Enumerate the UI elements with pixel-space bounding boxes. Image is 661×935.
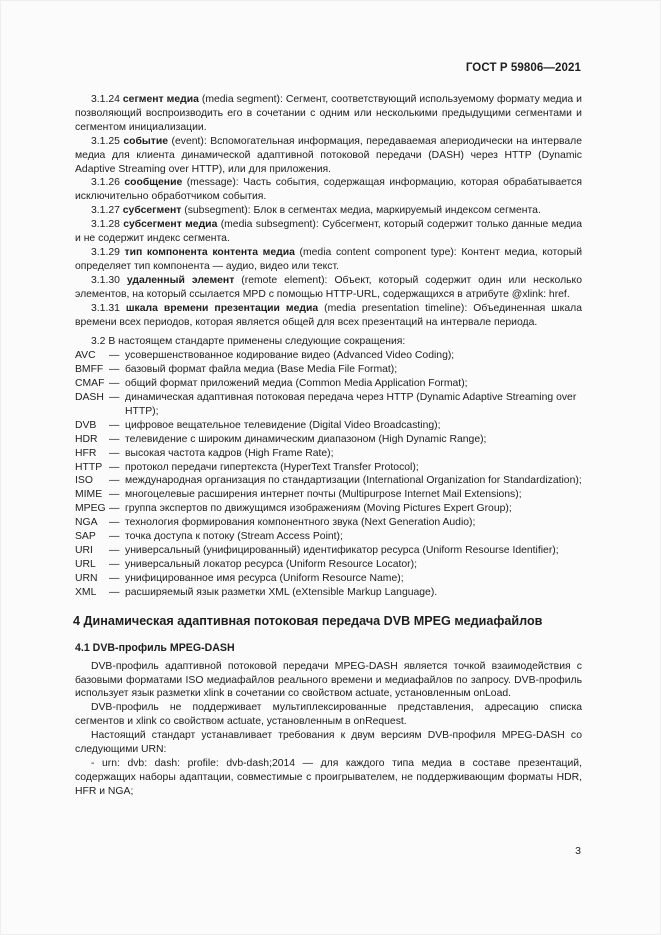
abbreviation-dash: —	[109, 545, 120, 556]
term-name: событие	[123, 135, 169, 147]
term-definition: (remote element): Объект, который содержит один или несколько элементов, на который ссылается MPD с помощью HTTP-URL, содержащихся в атрибуте @xlink: href.	[75, 274, 582, 300]
term-entry	[75, 302, 582, 330]
abbreviation-meaning: высокая частота кадров (High Frame Rate);	[125, 447, 334, 459]
abbreviation-meaning: группа экспертов по движущимся изображениям (Moving Pictures Expert Group);	[125, 503, 512, 515]
section-paragraph: - urn: dvb: dash: profile: dvb-dash;2014 — для каждого типа медиа в составе презентаций, содержащих наборы адаптации, совместимые с проигрывателем, не поддерживающим форматы HDR, HFR и NGA;	[75, 757, 582, 797]
abbreviation-dash: —	[109, 350, 120, 362]
abbreviation-key: URI	[75, 545, 93, 556]
abbreviation-meaning: международная организация по стандартизации (International Organization for Standardization);	[125, 475, 582, 487]
abbreviation-key: AVC	[75, 350, 96, 362]
abbreviation-key: BMFF	[75, 364, 104, 376]
term-definition: (media presentation timeline): Объединенная шкала времени всех периодов, которая является общей для всех презентаций на интервале периода.	[75, 302, 582, 328]
abbreviation-key: SAP	[75, 531, 96, 543]
term-entry	[75, 176, 582, 204]
term-definition: (media subsegment): Субсегмент, который содержит только данные медиа и не содержит индекс сегмента.	[75, 219, 583, 245]
abbreviation-dash: —	[109, 586, 120, 598]
term-entry	[75, 93, 582, 135]
abbreviation-row	[75, 363, 582, 377]
term-name: тип компонента контента медиа	[124, 246, 295, 258]
term-number: 3.1.27	[91, 205, 120, 217]
term-number: 3.1.24	[91, 94, 120, 105]
abbreviation-key: HTTP	[75, 461, 103, 473]
abbreviation-key: HFR	[75, 447, 97, 459]
term-name: сообщение	[124, 177, 183, 189]
abbreviation-meaning: цифровое вещательное телевидение (Digital Video Broadcasting);	[125, 419, 441, 431]
term-number: 3.1.30	[91, 274, 120, 286]
abbreviation-row	[75, 391, 582, 419]
abbreviation-row	[75, 461, 582, 475]
abbreviation-key: XML	[75, 586, 97, 598]
section-title: 4 Динамическая адаптивная потоковая передача DVB MPEG медиафайлов	[73, 613, 543, 628]
section-paragraph: Настоящий стандарт устанавливает требования к двум версиям DVB-профиля MPEG-DASH со следующими URN:	[75, 730, 582, 756]
section-paragraph: DVB-профиль адаптивной потоковой передачи MPEG-DASH является точкой взаимодействия с базовыми форматами ISO медиафайлов реального времени и медиафайлов по запросу. DVB-профиль использует язык разметки xlink в сочетании со свойством actuate, установленным onLoad.	[75, 660, 582, 700]
section-paragraph: DVB-профиль не поддерживает мультиплексированные представления, адресацию списка сегментов и xlink со свойством actuate, установленным в onRequest.	[75, 702, 582, 728]
abbreviation-meaning: многоцелевые расширения интернет почты (Multipurpose Internet Mail Extensions);	[125, 489, 522, 501]
term-entry	[75, 218, 582, 246]
abbreviation-key: DVB	[75, 419, 97, 431]
abbreviation-meaning: динамическая адаптивная потоковая передача через HTTP (Dynamic Adaptive Streaming over HTTP);	[125, 392, 577, 417]
term-entry	[75, 135, 582, 177]
document-header: ГОСТ Р 59806—2021	[465, 62, 581, 74]
abbreviation-meaning: универсальный локатор ресурса (Uniform Resource Locator);	[125, 558, 417, 570]
abbreviation-meaning: усовершенствованное кодирование видео (Advanced Video Coding);	[125, 350, 455, 362]
abbreviation-meaning: универсальный (унифицированный) идентификатор ресурса (Uniform Resourse Identifier);	[125, 545, 559, 556]
abbreviation-row	[75, 419, 582, 433]
abbreviation-row	[75, 349, 582, 363]
abbreviation-dash: —	[109, 503, 120, 515]
abbreviation-dash: —	[109, 475, 120, 487]
abbreviation-row	[75, 447, 582, 461]
abbreviation-key: HDR	[75, 433, 98, 445]
abbreviation-key: ISO	[75, 475, 93, 487]
abbreviation-row	[75, 433, 582, 447]
abbreviation-row	[75, 558, 582, 572]
abbreviation-dash: —	[109, 419, 120, 431]
abbreviation-key: NGA	[75, 517, 98, 529]
term-number: 3.1.28	[91, 219, 120, 231]
abbreviation-key: URN	[75, 572, 98, 584]
term-definition: (event): Вспомогательная информация, передаваемая апериодически на интервале медиа для клиента динамической адаптивной потоковой передачи (DASH) через HTTP (Dynamic Adaptive Streaming over HTTP), или для приложения.	[75, 135, 583, 175]
abbreviation-meaning: общий формат приложений медиа (Common Media Application Format);	[125, 378, 468, 390]
term-number: 3.1.31	[91, 302, 120, 314]
abbreviation-row	[75, 572, 582, 586]
abbreviation-meaning: расширяемый язык разметки XML (eXtensible Markup Language).	[125, 586, 438, 598]
abbreviation-meaning: унифицированное имя ресурса (Uniform Resource Name);	[125, 572, 404, 584]
abbreviation-row	[75, 544, 582, 558]
term-entry	[75, 274, 582, 302]
abbreviation-key: URL	[75, 558, 96, 570]
abbreviation-key: MIME	[75, 489, 103, 501]
abbreviation-dash: —	[109, 378, 120, 390]
abbreviation-meaning: точка доступа к потоку (Stream Access Point);	[125, 531, 343, 543]
abbreviation-row	[75, 488, 582, 502]
abbreviation-dash: —	[109, 517, 120, 529]
abbreviation-row	[75, 377, 582, 391]
abbreviation-dash: —	[109, 461, 120, 473]
abbreviation-row	[75, 474, 582, 488]
abbreviations-list	[75, 349, 582, 599]
abbreviation-dash: —	[109, 531, 120, 543]
abbreviation-row	[75, 586, 582, 600]
term-entry	[75, 246, 582, 274]
abbreviation-meaning: базовый формат файла медиа (Base Media File Format);	[125, 364, 398, 376]
abbreviation-dash: —	[109, 558, 120, 570]
abbreviation-dash: —	[109, 364, 120, 376]
term-number: 3.1.29	[91, 246, 120, 258]
abbreviation-dash: —	[109, 392, 120, 404]
term-name: удаленный элемент	[126, 274, 235, 286]
terms-list	[75, 93, 582, 329]
abbreviation-dash: —	[109, 433, 120, 445]
abbreviation-row	[75, 502, 582, 516]
term-number: 3.1.25	[91, 135, 120, 147]
term-definition: (media segment): Сегмент, соответствующий используемому формату медиа и позволяющий воспроизводить его в сочетании с одним или несколькими предыдущими сегментами и сегментом инициализации.	[75, 94, 582, 133]
term-definition: (media content component type): Контент медиа, который определяет тип компонента — аудио, видео или текст.	[75, 246, 582, 272]
term-name: субсегмент	[122, 205, 182, 217]
term-name: шкала времени презентации медиа	[125, 302, 319, 314]
term-name: сегмент медиа	[122, 94, 199, 105]
abbreviations-intro: 3.2 В настоящем стандарте применены следующие сокращения:	[91, 336, 406, 348]
term-definition: (message): Часть события, содержащая информацию, которая обрабатывается исключительно обработчиком события.	[75, 177, 582, 203]
term-name: субсегмент медиа	[123, 219, 218, 231]
abbreviation-dash: —	[109, 572, 120, 584]
term-number: 3.1.26	[91, 177, 120, 189]
abbreviation-row	[75, 516, 582, 530]
subsection-title: 4.1 DVB-профиль MPEG-DASH	[75, 641, 235, 654]
abbreviation-key: MPEG	[75, 503, 106, 515]
abbreviation-meaning: технология формирования компонентного звука (Next Generation Audio);	[125, 517, 476, 529]
abbreviation-dash: —	[109, 489, 120, 501]
abbreviation-dash: —	[109, 447, 120, 459]
term-entry	[75, 204, 582, 218]
abbreviation-meaning: протокол передачи гипертекста (HyperText Transfer Protocol);	[125, 461, 419, 473]
page-content	[75, 93, 582, 799]
abbreviation-key: DASH	[75, 392, 104, 404]
abbreviation-key: CMAF	[75, 378, 105, 390]
abbreviation-meaning: телевидение с широким динамическим диапазоном (High Dynamic Range);	[125, 433, 487, 445]
abbreviation-row	[75, 530, 582, 544]
term-definition: (subsegment): Блок в сегментах медиа, маркируемый индексом сегмента.	[181, 205, 541, 217]
page-number: 3	[575, 845, 581, 857]
